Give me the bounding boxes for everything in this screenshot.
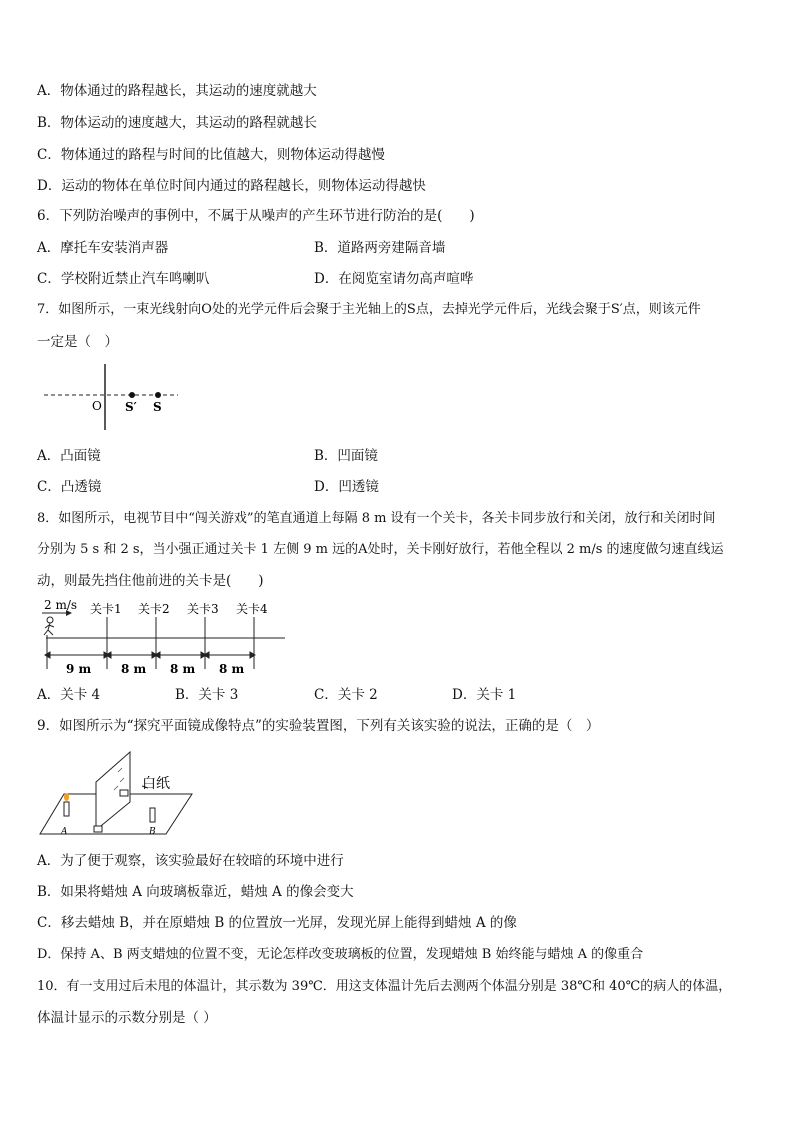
candle-a-flame [64, 793, 69, 801]
candle-b [150, 808, 155, 822]
gate-label-4: 关卡4 [236, 602, 268, 616]
focus-point-s-prime [129, 392, 135, 398]
q7-option-c: C．凸透镜 [37, 479, 102, 495]
paper-label: 白纸 [142, 776, 170, 792]
q6-option-a: A．摩托车安装消声器 [37, 240, 169, 256]
q8-option-b: B．关卡 3 [175, 687, 239, 703]
speed-label: 2 m/s [44, 598, 78, 612]
q5-option-a: A．物体通过的路程越长，其运动的速度就越大 [37, 83, 317, 99]
q7-stem-line2: 一定是（ ） [37, 334, 118, 350]
candle-a [64, 802, 69, 816]
q7-figure [40, 360, 190, 434]
q9-option-a: A．为了便于观察，该实验最好在较暗的环境中进行 [37, 853, 344, 869]
label-a: A [61, 827, 68, 837]
q7-option-b: B．凹面镜 [314, 448, 378, 464]
q6-stem: 6．下列防治噪声的事例中，不属于从噪声的产生环节进行防治的是( ) [37, 208, 475, 224]
q8-option-c: C．关卡 2 [314, 687, 378, 703]
q6-option-d: D．在阅览室请勿高声喧哗 [314, 271, 474, 287]
q8-stem-line1: 8．如图所示，电视节目中“闯关游戏”的笔直通道上每隔 8 m 设有一个关卡，各关卡同步放行和关闭，放行和关闭时间 [37, 511, 716, 526]
distance-label-2: 8 m [121, 662, 147, 676]
focus-point-s [155, 392, 161, 398]
q5-option-c: C．物体通过的路程与时间的比值越大，则物体运动得越慢 [37, 147, 385, 163]
glass-clamp-top [120, 790, 128, 796]
label-s: S [153, 400, 162, 414]
label-b: B [149, 827, 156, 837]
gate-label-1: 关卡1 [90, 602, 122, 616]
q8-figure [38, 597, 288, 679]
q6-option-c: C．学校附近禁止汽车鸣喇叭 [37, 271, 210, 287]
q10-stem-line1: 10．有一支用过后未甩的体温计，其示数为 39℃．用这支体温计先后去测两个体温分别是 38℃和 40℃的病人的体温， [37, 979, 732, 994]
q8-option-d: D．关卡 1 [452, 687, 517, 703]
q9-stem: 9．如图所示为“探究平面镜成像特点”的实验装置图，下列有关该实验的说法，正确的是（ ） [37, 718, 600, 734]
label-s-prime: S′ [125, 400, 137, 414]
q8-stem-line2: 分别为 5 s 和 2 s，当小强正通过关卡 1 左侧 9 m 远的A处时，关卡刚好放行，若他全程以 2 m/s 的速度做匀速直线运 [37, 542, 724, 557]
q10-stem-line2: 体温计显示的示数分别是（ ） [37, 1010, 217, 1026]
glass-clamp-bottom [94, 826, 102, 832]
distance-label-4: 8 m [219, 662, 245, 676]
q5-option-d: D．运动的物体在单位时间内通过的路程越长，则物体运动得越快 [37, 178, 426, 194]
q9-option-c: C．移去蜡烛 B，并在原蜡烛 B 的位置放一光屏，发现光屏上能得到蜡烛 A 的像 [37, 915, 517, 931]
q7-option-d: D．凹透镜 [314, 479, 379, 495]
q8-option-a: A．关卡 4 [37, 687, 101, 703]
q9-figure [38, 746, 198, 838]
q8-stem-line3: 动，则最先挡住他前进的关卡是( ) [37, 573, 264, 589]
distance-label-1: 9 m [66, 662, 92, 676]
q7-stem-line1: 7．如图所示，一束光线射向O处的光学元件后会聚于主光轴上的S点，去掉光学元件后，光线会聚于S′点，则该元件 [37, 302, 701, 317]
q9-option-b: B．如果将蜡烛 A 向玻璃板靠近，蜡烛 A 的像会变大 [37, 884, 354, 900]
q5-option-b: B．物体运动的速度越大，其运动的路程就越长 [37, 115, 317, 131]
q7-option-a: A．凸面镜 [37, 448, 101, 464]
q6-option-b: B．道路两旁建隔音墙 [314, 240, 446, 256]
gate-label-2: 关卡2 [138, 602, 170, 616]
label-o: O [92, 399, 102, 413]
distance-arrows [45, 652, 255, 658]
gate-label-3: 关卡3 [187, 602, 219, 616]
runner-icon [44, 617, 54, 635]
q9-option-d: D．保持 A、B 两支蜡烛的位置不变，无论怎样改变玻璃板的位置，发现蜡烛 B 始终能与蜡烛 A 的像重合 [37, 947, 644, 962]
distance-label-3: 8 m [170, 662, 196, 676]
